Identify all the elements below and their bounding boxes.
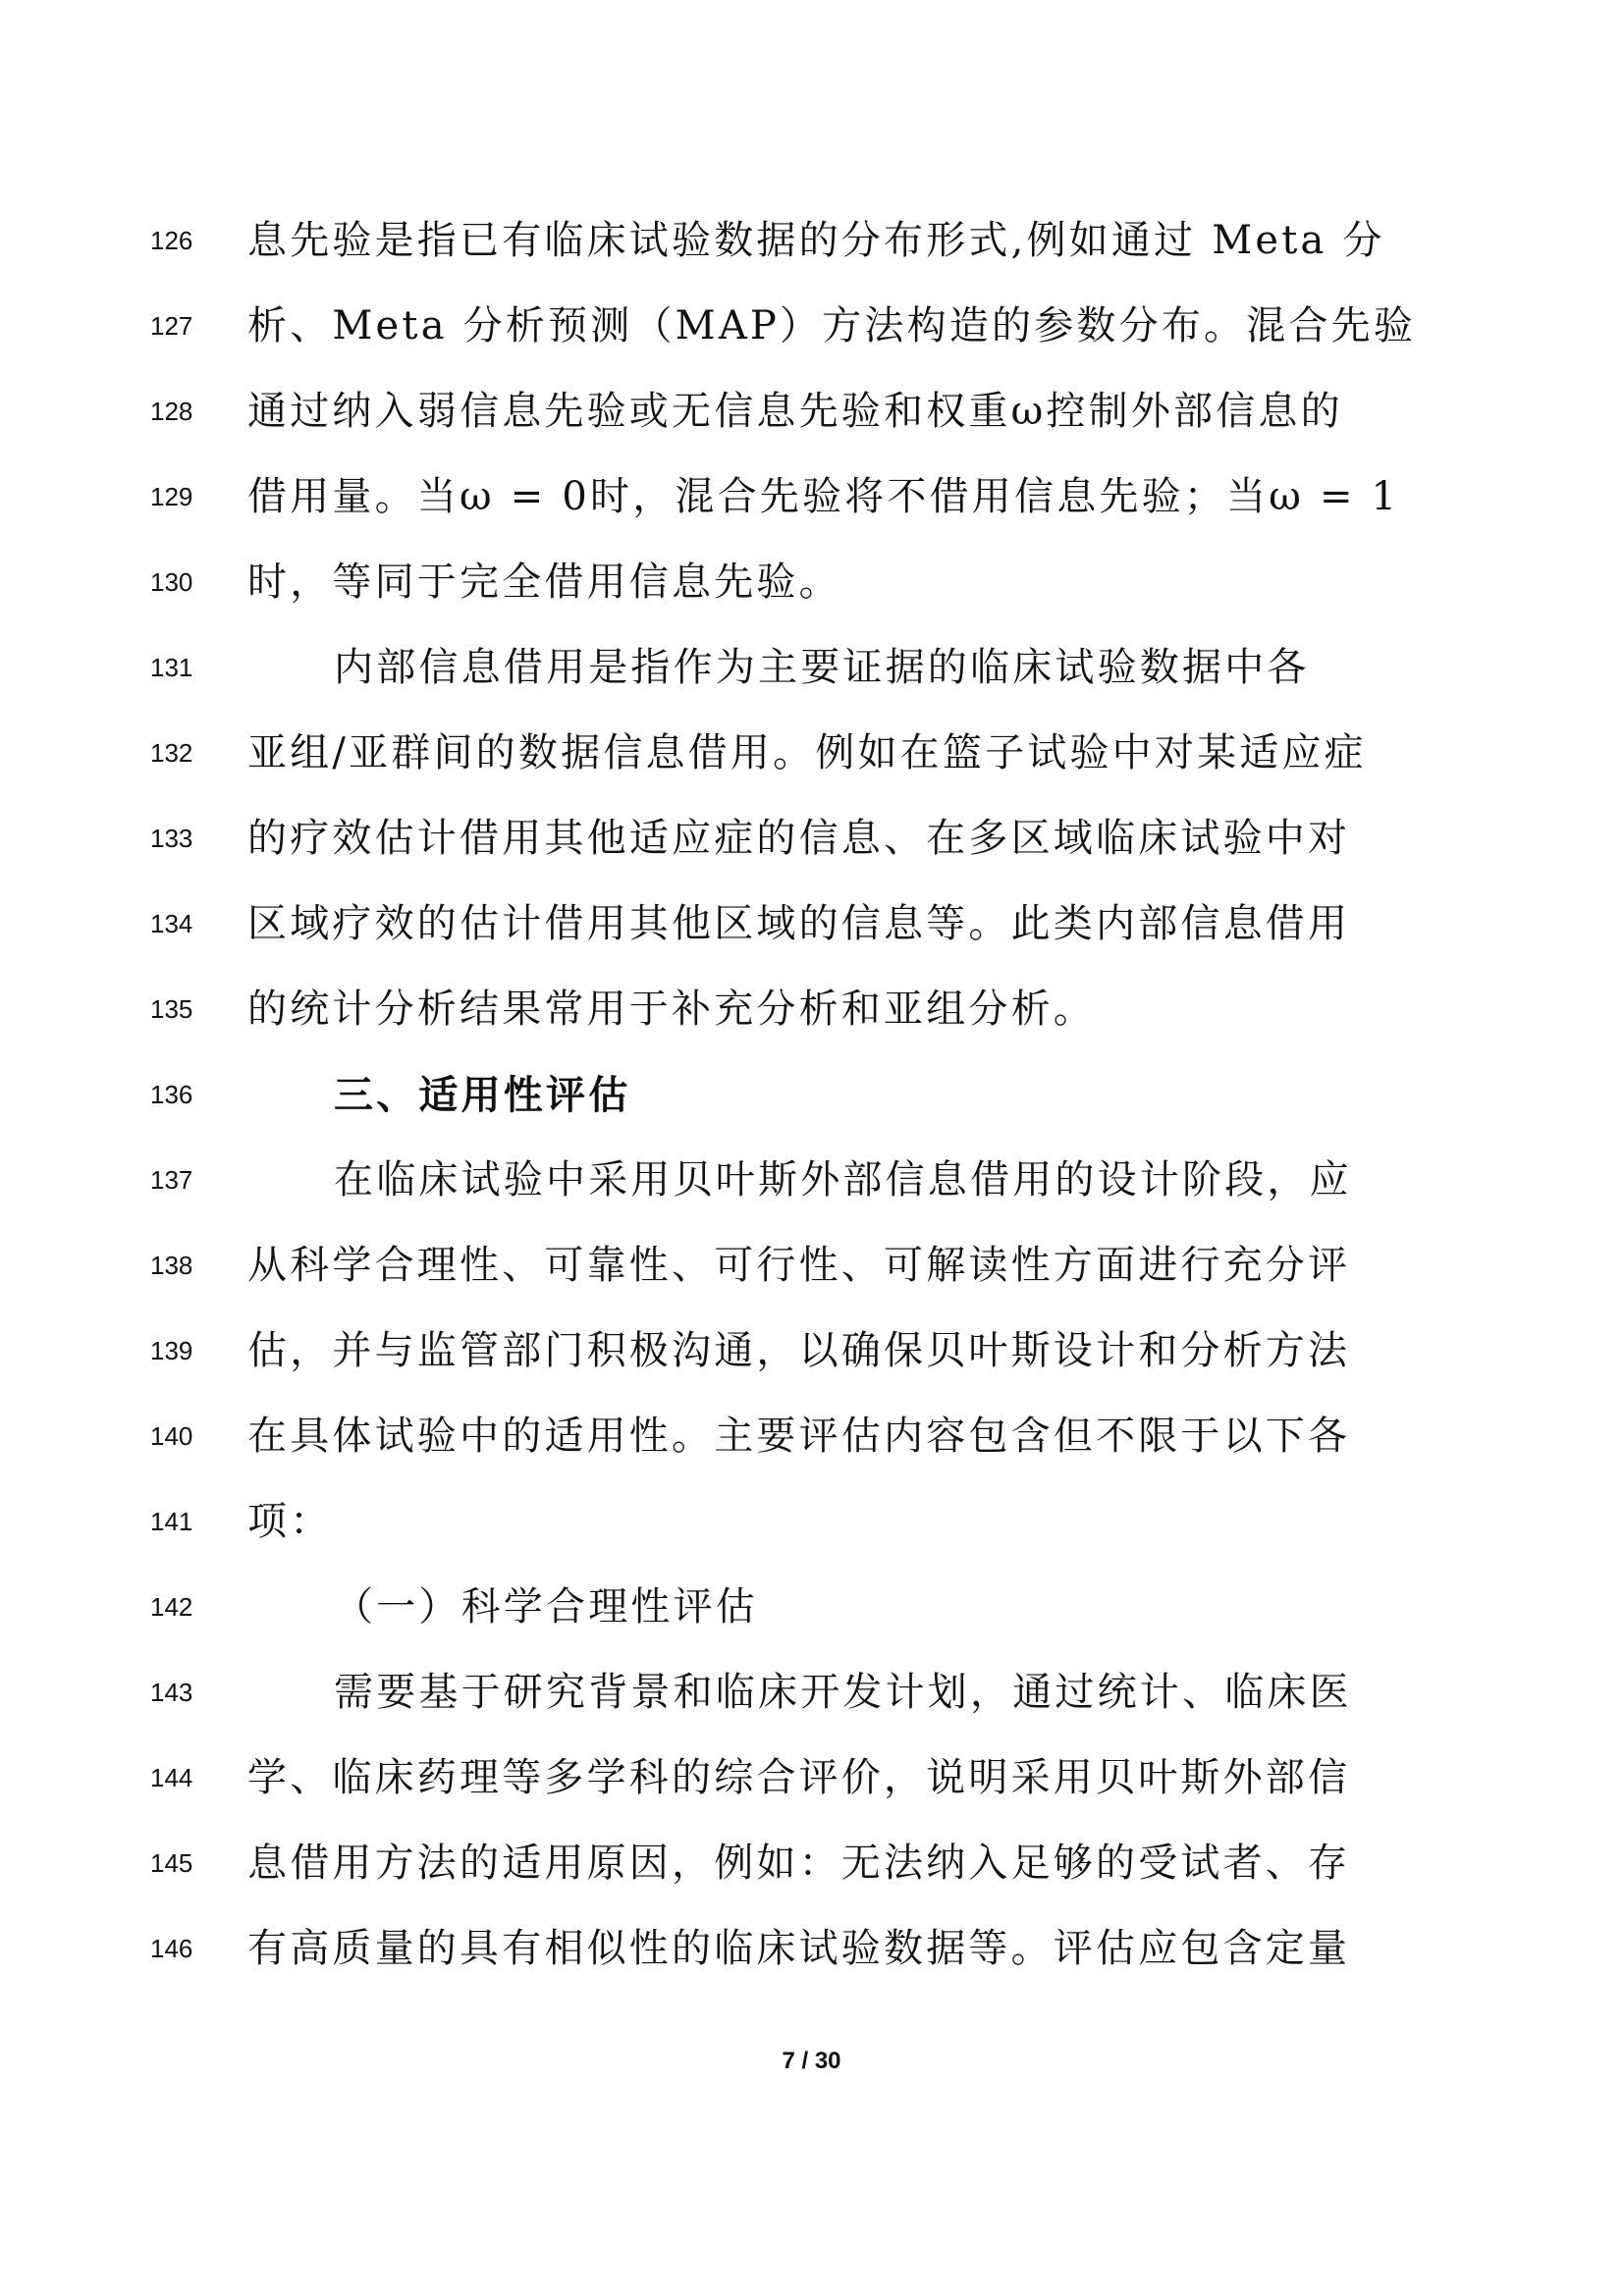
line-text: 的统计分析结果常用于补充分析和亚组分析。	[247, 987, 1096, 1032]
line-text: 区域疗效的估计借用其他区域的信息等。此类内部信息借用	[247, 901, 1351, 946]
line-text: 需要基于研究背景和临床开发计划，通过统计、临床医	[334, 1670, 1352, 1715]
text-line	[0, 1138, 1623, 1223]
text-line	[0, 1394, 1623, 1479]
line-number: 145	[150, 1848, 193, 1878]
line-number: 139	[150, 1336, 193, 1365]
line-text: 从科学合理性、可靠性、可行性、可解读性方面进行充分评	[247, 1243, 1351, 1288]
line-number: 136	[150, 1080, 193, 1109]
line-text: 亚组/亚群间的数据信息借用。例如在篮子试验中对某适应症	[247, 730, 1367, 775]
line-number: 135	[150, 994, 193, 1024]
text-line	[0, 1308, 1623, 1394]
line-number: 142	[150, 1592, 193, 1622]
line-number: 130	[150, 567, 193, 597]
line-number: 141	[150, 1507, 193, 1536]
line-text: 借用量。当ω = 0时，混合先验将不借用信息先验；当ω = 1	[247, 474, 1400, 519]
line-text: 内部信息借用是指作为主要证据的临床试验数据中各	[334, 645, 1310, 690]
line-text: 学、临床药理等多学科的综合评价，说明采用贝叶斯外部信	[247, 1755, 1351, 1800]
line-text: 析、Meta 分析预测（MAP）方法构造的参数分布。混合先验	[247, 303, 1417, 348]
line-text: 项：	[247, 1499, 333, 1544]
text-line	[0, 881, 1623, 967]
line-number: 140	[150, 1421, 193, 1451]
line-text: 的疗效估计借用其他适应症的信息、在多区域临床试验中对	[247, 816, 1351, 861]
line-text: 时，等同于完全借用信息先验。	[247, 560, 841, 605]
line-text: 在临床试验中采用贝叶斯外部信息借用的设计阶段，应	[334, 1157, 1352, 1202]
line-number: 137	[150, 1165, 193, 1195]
line-number: 138	[150, 1251, 193, 1280]
text-line	[0, 1906, 1623, 1992]
line-number: 133	[150, 824, 193, 853]
line-number: 128	[150, 397, 193, 426]
text-line	[0, 1735, 1623, 1821]
line-number: 144	[150, 1763, 193, 1792]
text-line	[0, 1223, 1623, 1308]
line-number: 143	[150, 1678, 193, 1707]
line-number: 131	[150, 653, 193, 682]
text-line	[0, 1821, 1623, 1906]
text-line	[0, 540, 1623, 625]
line-number: 127	[150, 311, 193, 341]
text-line	[0, 711, 1623, 796]
text-line	[0, 1565, 1623, 1650]
line-text: 息借用方法的适用原因，例如：无法纳入足够的受试者、存	[247, 1841, 1351, 1886]
line-text: 有高质量的具有相似性的临床试验数据等。评估应包含定量	[247, 1926, 1351, 1971]
line-number: 132	[150, 738, 193, 768]
text-line	[0, 625, 1623, 711]
line-text: 通过纳入弱信息先验或无信息先验和权重ω控制外部信息的	[247, 389, 1343, 434]
page-number: 7 / 30	[782, 2048, 841, 2074]
text-line	[0, 1479, 1623, 1565]
line-number: 134	[150, 909, 193, 938]
text-line	[0, 796, 1623, 881]
line-number: 146	[150, 1934, 193, 1963]
text-line	[0, 369, 1623, 454]
text-line	[0, 1650, 1623, 1735]
line-number: 129	[150, 482, 193, 511]
line-text: 在具体试验中的适用性。主要评估内容包含但不限于以下各	[247, 1414, 1351, 1459]
line-text: 估，并与监管部门积极沟通，以确保贝叶斯设计和分析方法	[247, 1328, 1351, 1373]
line-number: 126	[150, 226, 193, 255]
text-line	[0, 1052, 1623, 1138]
text-line	[0, 967, 1623, 1052]
section-heading: 三、适用性评估	[334, 1072, 631, 1118]
line-text: 息先验是指已有临床试验数据的分布形式,例如通过 Meta 分	[247, 218, 1385, 263]
text-line	[0, 198, 1623, 284]
line-text: （一）科学合理性评估	[334, 1584, 758, 1629]
text-line	[0, 284, 1623, 369]
text-line	[0, 454, 1623, 540]
